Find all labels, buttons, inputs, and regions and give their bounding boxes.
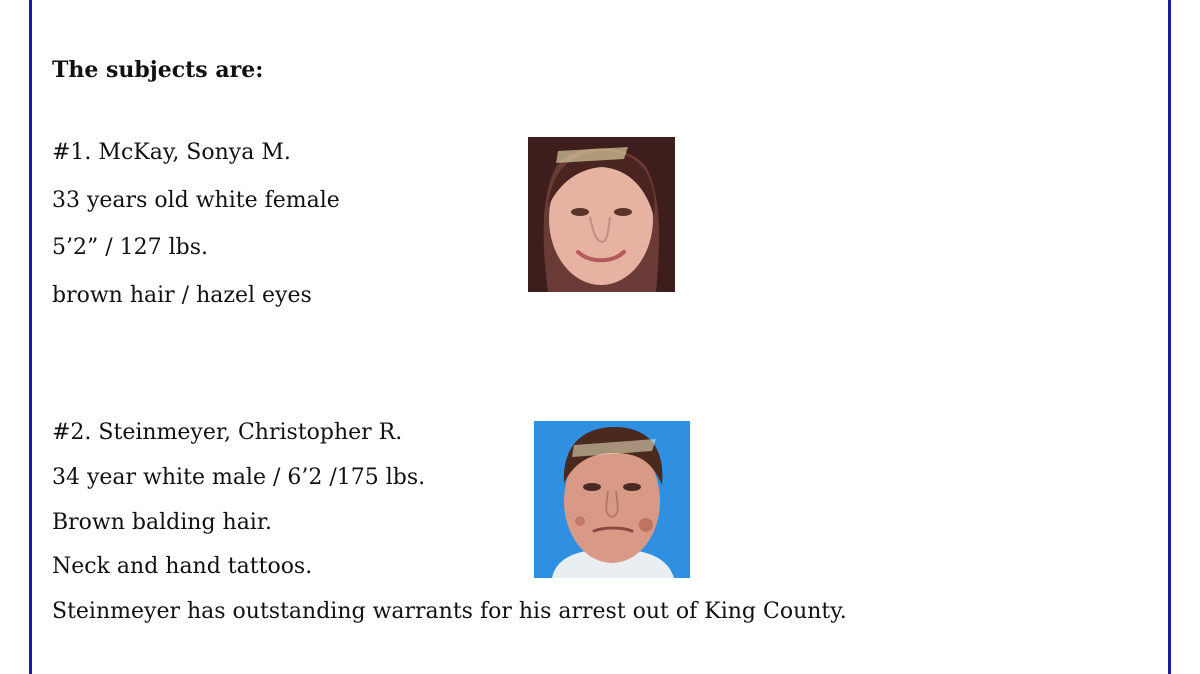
page-border-left: [29, 0, 32, 674]
subject1-name: #1. McKay, Sonya M.: [52, 140, 291, 165]
subject1-hair-eyes: brown hair / hazel eyes: [52, 283, 312, 308]
subject2-photo: [534, 421, 690, 578]
subject1-age: 33 years old white female: [52, 188, 340, 213]
subject2-warrant-note: Steinmeyer has outstanding warrants for his arrest out of King County.: [52, 599, 847, 624]
subject1-photo: [528, 137, 675, 292]
subject2-hair: Brown balding hair.: [52, 510, 272, 535]
subject1-height-weight: 5’2” / 127 lbs.: [52, 235, 209, 260]
subjects-heading: The subjects are:: [52, 57, 264, 83]
subject2-name: #2. Steinmeyer, Christopher R.: [52, 420, 403, 445]
subject2-tattoos: Neck and hand tattoos.: [52, 554, 313, 579]
subject2-age-height-weight: 34 year white male / 6’2 /175 lbs.: [52, 465, 426, 490]
page-border-right: [1168, 0, 1171, 674]
